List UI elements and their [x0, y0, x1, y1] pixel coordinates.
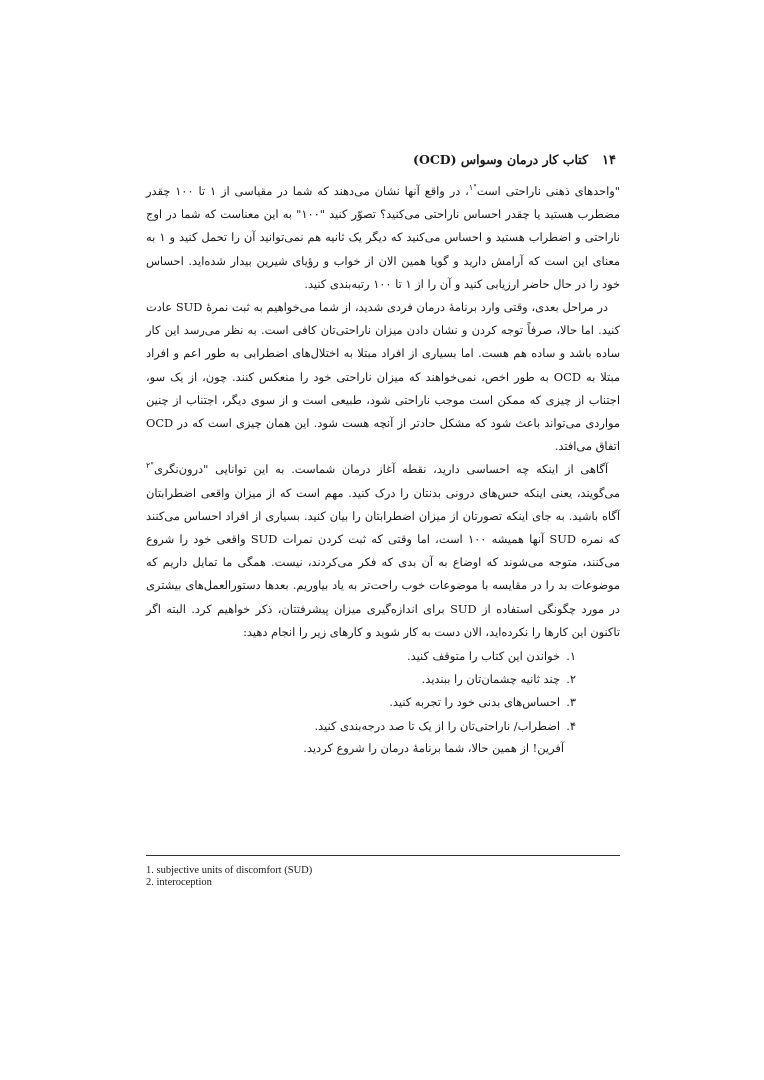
list-item-text: احساس‌های بدنی خود را تجربه کنید. [389, 695, 560, 710]
list-item-text: چند ثانیه چشمان‌تان را ببندید. [421, 672, 560, 687]
footnote-1: 1. subjective units of discomfort (SUD) [146, 865, 313, 876]
list-item [314, 668, 576, 691]
list-item-number: ۳. [566, 695, 576, 710]
paragraph-3-start: آگاهی از اینکه چه احساسی دارید، نقطه آغاز درمان شماست. به این توانایی "درون‌نگری [153, 462, 608, 477]
footnote-ref-1: "۱ [468, 183, 477, 193]
list-item-number: ۱. [566, 649, 576, 663]
footnotes [146, 865, 620, 888]
list-item [314, 715, 576, 738]
footnote-2: 2. interoception [146, 876, 212, 888]
book-title: کتاب کار درمان وسواس (OCD) [413, 152, 589, 167]
list-item [314, 691, 576, 714]
list-item [314, 645, 576, 668]
paragraph-1-start: "واحدهای ذهنی ناراحتی است [476, 184, 621, 198]
footnote-ref-2: "۲ [146, 461, 154, 471]
list-item-number: ۲. [566, 672, 576, 687]
footnote-divider [146, 855, 620, 856]
list-item-number: ۴. [566, 718, 576, 733]
paragraph-2: در مراحل بعدی، وقتی وارد برنامهٔ درمان فردی شدید، از شما می‌خواهیم به ثبت نمرهٔ SUD عادت کنید. اما حالا، صرفاً توجه کردن و نشان دادن میزان ناراحتی‌تان کافی است. به نظر می‌رسد این کار ساده باشد و ساده هم هست. اما بسیاری از افراد مبتلا به اختلال‌های اضطرابی به طور اعم و افراد مبتلا به OCD به طور اخص، نمی‌خواهند که میزان ناراحتی خود را منعکس کنند. چون، از یک سو، اجتناب از چیزی که ممکن است موجب ناراحتی شود، طبیعی است و از سوی دیگر، اجتناب از چنین مواردی می‌تواند باعث شود که مشکل حادتر از آنچه هست شود. این همان چیزی است که در OCD اتفاق می‌افتد. [146, 300, 621, 454]
list-item-text: خواندن این کتاب را متوقف کنید. [407, 649, 560, 663]
page-number: ۱۴ [602, 153, 616, 168]
paragraph-1 [146, 180, 620, 296]
paragraph-1-rest: ، در واقع آنها نشان می‌دهند که شما در مقیاسی از ۱ تا ۱۰۰ چقدر مضطرب هستید یا چقدر احساس ناراحتی می‌کنید؟ تصوّر کنید "۱۰۰" به این معناست که شما در اوج ناراحتی و اضطراب هستید و احساس می‌کنید که دیگر یک ثانیه هم نمی‌توانید آن را تحمل کنید و ۱ به معنای این است که آرامش دارید و گویا همین الان از خواب و رؤیای شیرین بیدار شده‌اید. احساس خود را در حال حاضر ارزیابی کنید و آن را از ۱ تا ۱۰۰ رتبه‌بندی کنید. [146, 184, 620, 291]
list-item-text: اضطراب/ ناراحتی‌تان را از یک تا صد درجه‌بندی کنید. [314, 718, 560, 733]
steps-list [314, 645, 576, 738]
paragraph-3 [146, 458, 620, 644]
running-head [413, 152, 616, 168]
body-text [146, 180, 620, 644]
closing-line: آفرین! از همین حالا، شما برنامهٔ درمان را شروع کردید. [303, 741, 564, 755]
paragraph-3-rest: می‌گویند، یعنی اینکه حس‌های درونی بدنتان را درک کنید. مهم است که از میزان واقعی اضطرابتان آگاه باشید. به جای اینکه تصورتان از میزان اضطرابتان را بیان کنید. بسیاری از افراد احساس می‌کنند که نمره SUD آنها همیشه ۱۰۰ است، اما وقتی که ثبت کردن نمرات SUD واقعی خود را شروع می‌کنند، متوجه می‌شوند که اوضاع به آن بدی که فکر می‌کردند، نیست. همگی ما تمایل داریم که موضوعات بد را در مقایسه با موضوعات خوب راحت‌تر به یاد بیاوریم. بعدها دستورالعمل‌های بیشتری در مورد چگونگی استفاده از SUD برای اندازه‌گیری میزان پیشرفتتان، ذکر خواهیم کرد. البته اگر تاکنون این کارها را نکرده‌اید، الان دست به کار شوید و کارهای زیر را انجام دهید: [146, 485, 621, 639]
